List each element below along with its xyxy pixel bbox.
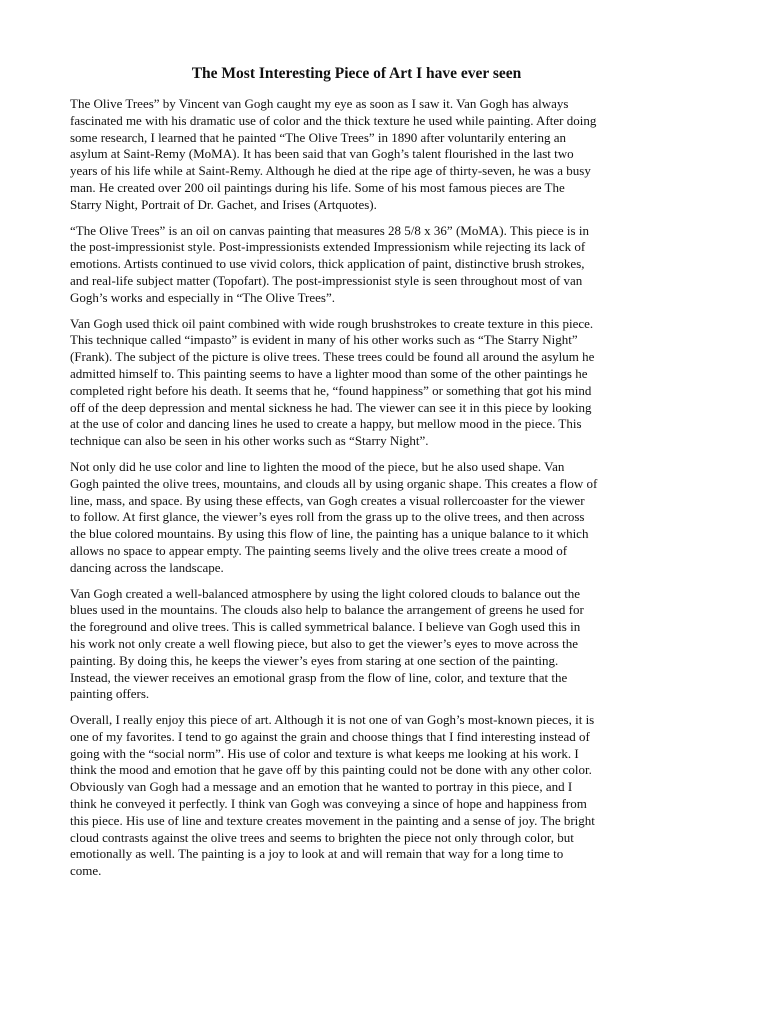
paragraph-line: going with the “social norm”. His use of color and texture is what keeps me looking at his work. I	[70, 745, 579, 761]
paragraph-line: line, mass, and space. By using these effects, van Gogh creates a visual rollercoaster for the viewer	[70, 492, 585, 508]
paragraph-line: think he conveyed it perfectly. I think van Gogh was conveying a since of hope and happiness from	[70, 796, 587, 812]
document-body	[70, 96, 704, 889]
paragraph-line: asylum at Saint-Remy (MoMA). It has been said that van Gogh’s talent flourished in the last two	[70, 146, 574, 162]
paragraph-line: some research, I learned that he painted “The Olive Trees” in 1890 after voluntarily entering an	[70, 129, 566, 145]
paragraph-line: think the mood and emotion that he gave off by this painting could not be done with any other color.	[70, 762, 592, 778]
paragraph-line: Obviously van Gogh had a message and an emotion that he wanted to portray in this piece, and I	[70, 779, 573, 795]
paragraph-line: off of the deep depression and mental sickness he had. The viewer can see it in this piece by looking	[70, 399, 592, 415]
paragraph-line: the foreground and olive trees. This is called symmetrical balance. I believe van Gogh used this in	[70, 619, 581, 635]
paragraph-line: The Olive Trees” by Vincent van Gogh caught my eye as soon as I saw it. Van Gogh has always	[70, 96, 569, 111]
paragraph-line: Van Gogh created a well-balanced atmosphere by using the light colored clouds to balance out the	[70, 585, 581, 601]
paragraph-line: “The Olive Trees” is an oil on canvas painting that measures 28 5/8 x 36” (MoMA). This piece is in	[70, 222, 589, 238]
paragraph-line: painting offers.	[70, 686, 150, 702]
paragraph-line: Not only did he use color and line to lighten the mood of the piece, but he also used shape. Van	[70, 458, 565, 474]
paragraph-line: one of my favorites. I tend to go against the grain and choose things that I find interesting instead of	[70, 728, 590, 744]
paragraph-line: emotions. Artists continued to use vivid colors, thick application of paint, distinctive brush strokes,	[70, 256, 585, 272]
paragraph-line: (Frank). The subject of the picture is olive trees. These trees could be found all around the asylum he	[70, 349, 595, 365]
paragraph-line: Gogh’s works and especially in “The Olive Trees”.	[70, 289, 336, 305]
paragraph	[70, 712, 704, 880]
paragraph-line: blues used in the mountains. The clouds also help to balance the arrangement of greens he used for	[70, 602, 584, 618]
paragraph	[70, 96, 704, 214]
paragraph-line: years of his life while at Saint-Remy. Although he died at the ripe age of thirty-seven, he was a busy	[70, 163, 591, 179]
paragraph-line: dancing across the landscape.	[70, 559, 224, 575]
paragraph	[70, 586, 704, 704]
paragraph-line: Van Gogh used thick oil paint combined with wide rough brushstrokes to create texture in this piece.	[70, 315, 594, 331]
paragraph-line: the post-impressionist style. Post-impressionists extended Impressionism while rejecting its lack of	[70, 239, 586, 255]
paragraph-line: admitted himself to. This painting seems to have a lighter mood than some of the other paintings he	[70, 365, 588, 381]
paragraph-line: cloud contrasts against the olive trees and seems to brighten the piece not only through color, but	[70, 829, 574, 845]
paragraph-line: his work not only create a well flowing piece, but also to get the viewer’s eyes to move across the	[70, 635, 579, 651]
paragraph-line: to follow. At first glance, the viewer’s eyes roll from the grass up to the olive trees, and then across	[70, 509, 585, 525]
paragraph	[70, 223, 704, 307]
paragraph-line: fascinated me with his dramatic use of color and the thick texture he used while painting. After doing	[70, 112, 597, 128]
paragraph	[70, 316, 704, 450]
paragraph-line: come.	[70, 863, 102, 879]
paragraph-line: emotionally as well. The painting is a joy to look at and will remain that way for a long time to	[70, 846, 564, 862]
paragraph-line: Gogh painted the olive trees, mountains, and clouds all by using organic shape. This creates a flow of	[70, 475, 598, 491]
paragraph-line: Starry Night, Portrait of Dr. Gachet, and Irises (Artquotes).	[70, 196, 377, 212]
paragraph-line: man. He created over 200 oil paintings during his life. Some of his most famous pieces are The	[70, 179, 565, 195]
paragraph-line: the blue colored mountains. By using this flow of line, the painting has a unique balance to it which	[70, 526, 589, 542]
paragraph-line: This technique called “impasto” is evident in many of his other works such as “The Starry Night”	[70, 332, 578, 348]
paragraph-line: and real-life subject matter (Topofart). The post-impressionist style is seen throughout most of van	[70, 272, 583, 288]
document-title: The Most Interesting Piece of Art I have ever seen	[191, 65, 522, 82]
paragraph-line: this piece. His use of line and texture creates movement in the painting and a sense of joy. The bright	[70, 812, 595, 828]
paragraph-line: Overall, I really enjoy this piece of art. Although it is not one of van Gogh’s most-known pieces, it is	[70, 712, 595, 728]
paragraph-line: allows no space to appear empty. The painting seems lively and the olive trees create a mood of	[70, 542, 568, 558]
paragraph-line: technique can also be seen in his other works such as “Starry Night”.	[70, 433, 429, 449]
paragraph	[70, 459, 704, 577]
paragraph-line: Instead, the viewer receives an emotional grasp from the flow of line, color, and texture that the	[70, 669, 568, 685]
paragraph-line: painting. By doing this, he keeps the viewer’s eyes from staring at one section of the painting.	[70, 652, 559, 668]
paragraph-line: at the use of color and dancing lines he used to create a happy, but mellow mood in the piece. This	[70, 416, 582, 432]
paragraph-line: completed right before his death. It seems that he, “found happiness” or something that got his mind	[70, 382, 592, 398]
